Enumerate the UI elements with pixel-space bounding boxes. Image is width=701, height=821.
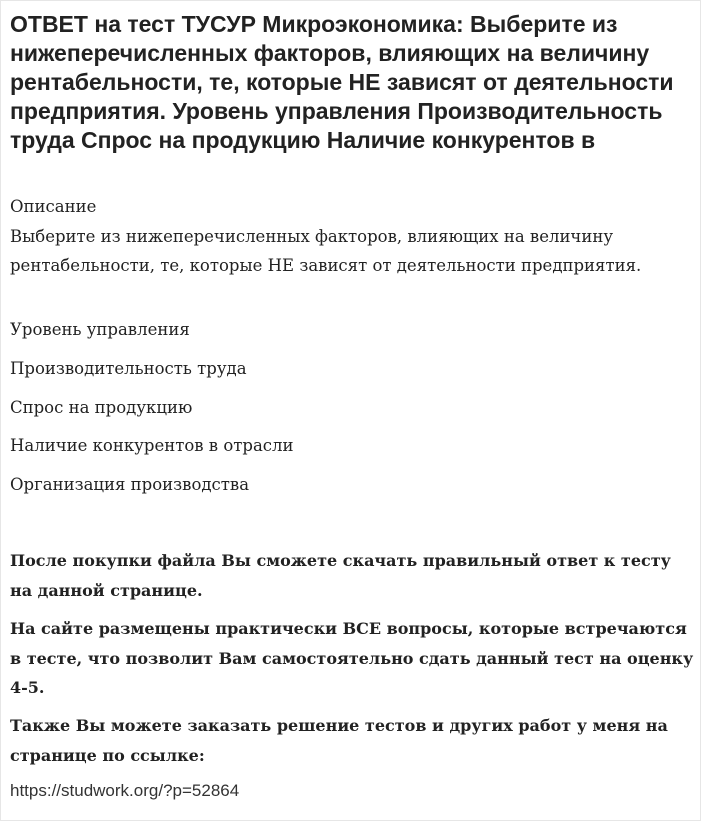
option-item: Уровень управления [10, 320, 190, 339]
option-item: Организация производства [10, 475, 250, 494]
description-label: Описание [10, 197, 97, 216]
description-text: Выберите из нижеперечисленных факторов, влияющих на величину рентабельности, те, которые НЕ зависят от деятельности предприятия. [10, 227, 642, 275]
page-title: ОТВЕТ на тест ТУСУР Микроэкономика: Выберите из нижеперечисленных факторов, влияющих на величину рентабельности, те, которые НЕ зависят от деятельности предприятия. Уровень управления Производительность труда Спрос на продукцию Наличие конкурентов в [10, 11, 674, 153]
studwork-link[interactable]: https://studwork.org/?p=52864 [10, 781, 240, 800]
option-item: Производительность труда [10, 359, 247, 378]
coverage-note: На сайте размещены практически ВСЕ вопросы, которые встречаются в тесте, что позволит Вам самостоятельно сдать данный тест на оценку 4-5. [10, 619, 694, 697]
option-item: Наличие конкурентов в отрасли [10, 436, 294, 455]
order-note: Также Вы можете заказать решение тестов и других работ у меня на странице по ссылке: [10, 716, 668, 765]
option-item: Спрос на продукцию [10, 398, 193, 417]
purchase-note: После покупки файла Вы сможете скачать правильный ответ к тесту на данной странице. [10, 551, 671, 600]
